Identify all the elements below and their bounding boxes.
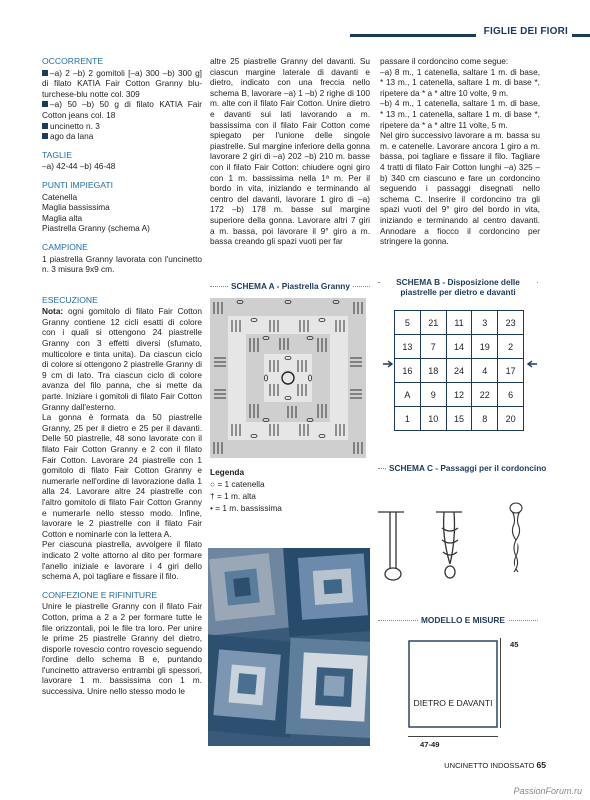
body-paragraph: Nel giro successivo lavorare a m. bassa su m. e catenelle. Lavorare ancora 1 giro a m. bassa, poi tagliare e fissare il filo. Tagliare 4 tratti di filato Fair Cotton lunghi –a) 325 –b) 340 cm ciascuno e fare un cordoncino seguendo i passaggi disegnati nello schema C. Inserire il cordoncino tra gli spazi vuoti del 9° giro del bordo in vita, iniziando e terminando al centro davanti. Annodare a fiocco il cordoncino per stringere la gonna.: [380, 130, 540, 247]
bullet-square-icon: [42, 123, 48, 129]
esecuzione-heading: ESECUZIONE: [42, 294, 98, 305]
body-paragraph: altre 25 piastrelle Granny del davanti. Su ciascun margine laterale di davanti e dietro, indicato con una freccia nello schema B, lavorare –a) 1 –b) 2 righe di 100 m. alte con il filato Fair Cotton. Unire dietro e davanti sui lati lavorando a m. bassissima con il filato Fair Cotton come spiegato per l'unione delle singole piastrelle. Sul margine inferiore della gonna lavorare 2 giri di –a) 202 –b) 210 m. basse con il filato Fair Cotton: chiudere ogni giro con 1 m. bassissima nella 1ª m. Per il bordo in vita, iniziando e terminando al centro del davanti, lavorare 1 giro di –a) 172 –b) 178 m. basse sul margine superiore della gonna. Lavorare altri 7 giri a m. bassa, poi lavorare il 9° giro a m. bassa creando gli spazi vuoti per far: [210, 56, 370, 247]
grid-row: [395, 335, 524, 359]
schema-a-title: SCHEMA A - Piastrella Granny: [228, 281, 353, 291]
nota-paragraph: Nota: ogni gomitolo di filato Fair Cotton Granny contiene 12 cicli esatti di colore con i quali si ottengono 24 piastrelle Granny con 3 effetti diversi (sfumato, multicolore e tinta unita). Da ciascun ciclo di colore si ottengono 2 piastrelle Granny di 9 cm di lato. Tra ciascun ciclo di colore avanza del filo panna, che si mette da parte. Iniziare i gomitoli di filato Fair Cotton Granny dall'esterno.: [42, 306, 202, 412]
magazine-name: UNCINETTO INDOSSATO: [444, 761, 535, 770]
taglie-text: –a) 42-44 –b) 46-48: [42, 161, 116, 172]
grid-cell: 4: [472, 359, 498, 383]
grid-cell: 1: [395, 407, 421, 431]
skirt-panel-outline: [408, 640, 504, 730]
width-measure: 47-49: [420, 740, 440, 749]
crochet-photo-image: [208, 548, 370, 746]
taglie-heading: TAGLIE: [42, 149, 72, 160]
legend-title: Legenda: [210, 467, 245, 477]
grid-cell: 20: [498, 407, 524, 431]
body-paragraph: –a) 8 m., 1 catenella, saltare 1 m. di base, * 13 m., 1 catenella, saltare 1 m. di base *, ripetere da * a * altre 10 volte, 9 m.: [380, 66, 540, 98]
grid-cell: 5: [395, 311, 421, 335]
grid-cell: 18: [420, 359, 446, 383]
grid-cell: 24: [446, 359, 472, 383]
tile-layout-grid: [394, 310, 524, 431]
slip-stitch-symbol-icon: •: [210, 503, 213, 513]
arrow-left-icon: [526, 358, 538, 370]
cord-steps-diagram: [370, 498, 540, 590]
grid-cell: 8: [472, 407, 498, 431]
campione-text: 1 piastrella Granny lavorata con l'uncinetto n. 3 misura 9x9 cm.: [42, 253, 202, 275]
legend-item: ○ = 1 catenella: [210, 479, 265, 489]
grid-row: [395, 383, 524, 407]
grid-cell: 14: [446, 335, 472, 359]
grid-cell: 12: [446, 383, 472, 407]
column-2: [210, 56, 370, 247]
confezione-paragraph: Unire le piastrelle Granny con il filato Fair Cotton, prima a 2 a 2 per formare tutte le file orizzontali, poi le file tra loro. Per unire le prime 25 piastrelle Granny del dietro, disporle rovescio contro rovescio seguendo l'ordine dello schema B e, puntando l'uncinetto attraverso entrambi gli spessori, lavorare 1 m. bassissima con 1 m. successiva. Unire nello stesso modo le: [42, 601, 202, 697]
grid-row: [395, 407, 524, 431]
confezione-heading: CONFEZIONE E RIFINITURE: [42, 589, 158, 600]
stitch-item: Maglia alta: [42, 212, 83, 223]
grid-cell: 11: [446, 311, 472, 335]
panel-label: DIETRO E DAVANTI: [413, 698, 493, 708]
campione-heading: CAMPIONE: [42, 241, 88, 252]
grid-cell: 6: [498, 383, 524, 407]
grid-cell: 2: [498, 335, 524, 359]
grid-cell: 3: [472, 311, 498, 335]
bullet-square-icon: [42, 133, 48, 139]
material-item: –a) 50 –b) 50 g di filato KATIA Fair Cotton jeans col. 18: [42, 99, 202, 120]
material-item: uncinetto n. 3: [42, 121, 202, 132]
stitch-item: Piastrella Granny (schema A): [42, 223, 150, 234]
occorrente-heading: OCCORRENTE: [42, 56, 104, 66]
legend-item: • = 1 m. bassissima: [210, 503, 282, 513]
grid-cell: 19: [472, 335, 498, 359]
legend: [210, 466, 370, 514]
stitch-item: Catenella: [42, 191, 78, 202]
body-paragraph: passare il cordoncino come segue:: [380, 56, 509, 66]
height-measure: 45: [510, 640, 519, 649]
grid-cell: 10: [420, 407, 446, 431]
grid-cell: 9: [420, 383, 446, 407]
height-dimension-line: [500, 638, 502, 728]
grid-cell: 17: [498, 359, 524, 383]
granny-square-diagram: [210, 298, 366, 458]
grid-cell: 7: [420, 335, 446, 359]
page-footer: [444, 760, 546, 770]
bullet-square-icon: [42, 101, 48, 107]
bullet-square-icon: [42, 70, 48, 76]
page-number: 65: [536, 760, 546, 770]
chain-symbol-icon: ○: [210, 479, 216, 489]
grid-cell: A: [395, 383, 421, 407]
material-item: –a) 2 –b) 2 gomitoli [–a) 300 –b) 300 g] di filato KATIA Fair Cotton Granny blu-turchese-blu notte col. 309: [42, 67, 202, 99]
width-dimension-line: [408, 736, 498, 738]
grid-row: [395, 311, 524, 335]
grid-row: [395, 359, 524, 383]
grid-cell: 21: [420, 311, 446, 335]
punti-heading: PUNTI IMPIEGATI: [42, 179, 113, 190]
grid-cell: 16: [395, 359, 421, 383]
legend-item: † = 1 m. alta: [210, 491, 256, 501]
nota-label: Nota:: [42, 306, 64, 317]
granny-squares-photo: [208, 548, 370, 746]
stitch-item: Maglia bassissima: [42, 202, 110, 213]
body-paragraph: –b) 4 m., 1 catenella, saltare 1 m. di base, * 13 m., 1 catenella, saltare 1 m. di base *, ripetere da * a * altre 11 volte, 5 m.: [380, 98, 540, 130]
esecuzione-paragraph: La gonna è formata da 50 piastrelle Granny, 25 per il dietro e 25 per il davanti. Delle 50 piastrelle, 48 sono lavorate con il filato Fair Cotton Granny e 2 con il filato Fair Cotton. Lavorare 24 piastrelle con 1 gomitolo di filato Fair Cotton Granny e numerarle nell'ordine di lavorazione dalla 1 alla 24. Lavorare altre 24 piastrelle con l'altro gomitolo di filato Fair Cotton Granny e numerarle nello stesso modo. Infine, lavorare le 2 piastrelle con il filato Fair Cotton e nominarle con la lettera A.: [42, 412, 202, 539]
esecuzione-paragraph: Per ciascuna piastrella, avvolgere il filato indicato 2 volte attorno al dito per formare l'anello iniziale e lavorare i 4 giri dello schema A, poi tagliare e fissare il filo.: [42, 539, 202, 582]
material-item: ago da lana: [42, 131, 202, 142]
double-crochet-symbol-icon: †: [210, 491, 215, 501]
schema-b-title: SCHEMA B - Disposizione delle piastrelle per dietro e davanti: [380, 277, 536, 297]
watermark: PassionForum.ru: [513, 786, 582, 796]
grid-cell: 22: [472, 383, 498, 407]
column-3: [380, 56, 540, 247]
grid-cell: 23: [498, 311, 524, 335]
arrow-right-icon: [382, 358, 394, 370]
grid-cell: 15: [446, 407, 472, 431]
page-header: [350, 26, 590, 42]
column-1: [42, 56, 202, 697]
modello-title: MODELLO E MISURE: [418, 615, 508, 625]
grid-cell: 13: [395, 335, 421, 359]
garment-diagram: [408, 640, 504, 730]
section-title: FIGLIE DEI FIORI: [476, 26, 572, 37]
schema-c-title: SCHEMA C - Passaggi per il cordoncino: [386, 463, 549, 473]
granny-square-chart: [210, 298, 366, 458]
